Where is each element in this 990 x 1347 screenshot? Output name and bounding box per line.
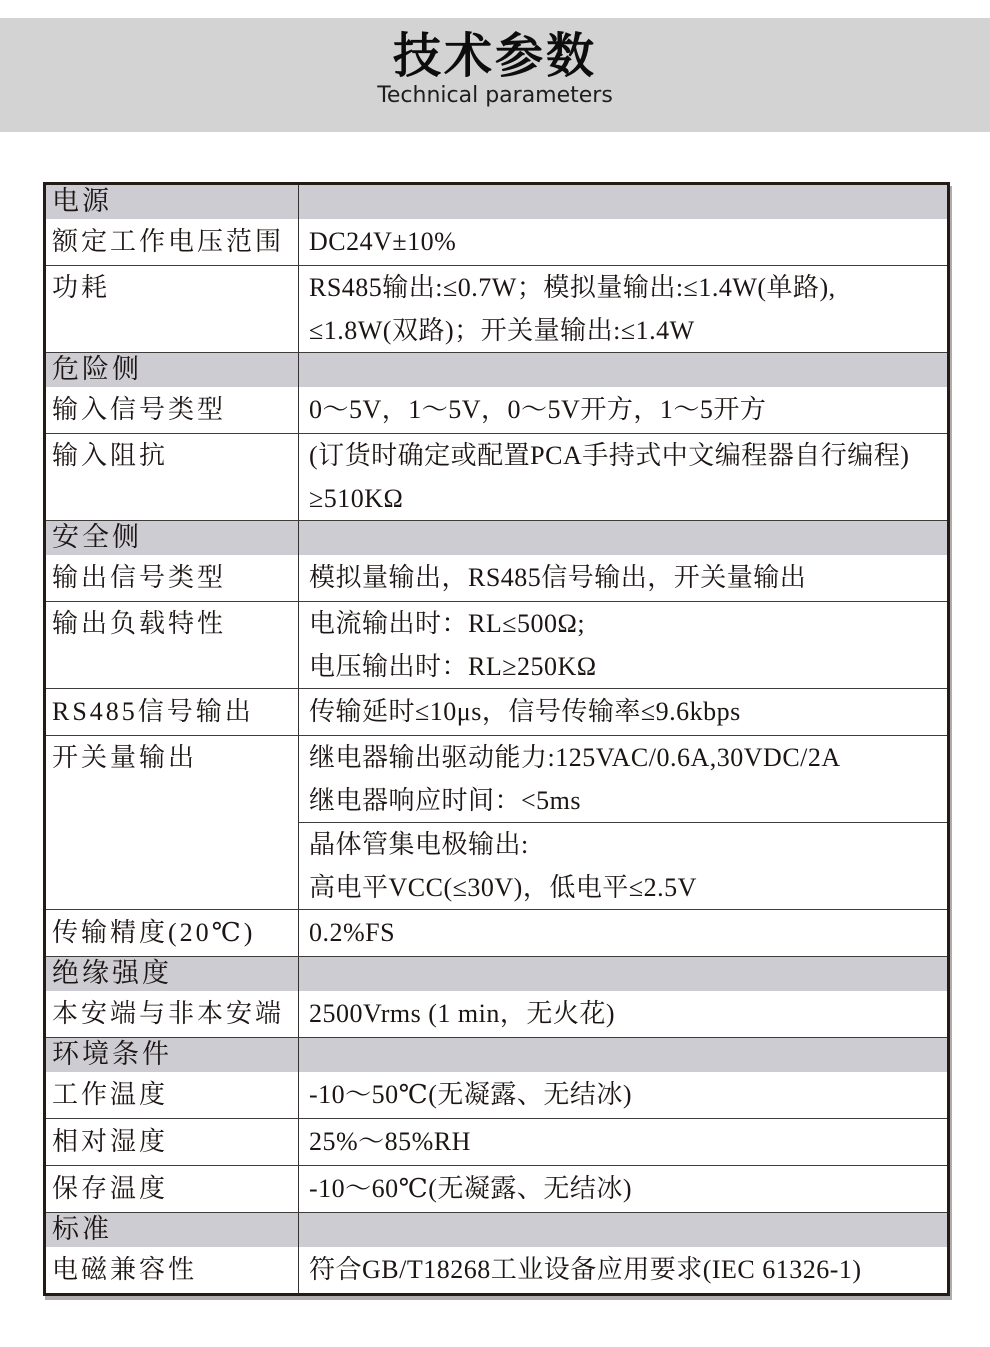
spec-value-block	[299, 555, 947, 601]
spec-row	[46, 1072, 947, 1119]
spec-value-line: RS485输出:≤0.7W；模拟量输出:≤1.4W(单路),	[309, 273, 836, 302]
spec-value-block	[299, 434, 947, 520]
spec-value	[299, 736, 947, 909]
spec-value	[299, 1166, 947, 1212]
spec-value	[299, 1038, 947, 1072]
spec-value-line: 0～5V，1～5V，0～5V开方，1～5开方	[309, 395, 767, 424]
spec-value-line: (订货时确定或配置PCA手持式中文编程器自行编程)	[309, 441, 910, 470]
spec-value	[299, 266, 947, 352]
spec-label: 本安端与非本安端	[46, 991, 299, 1037]
spec-row	[46, 219, 947, 266]
spec-value	[299, 689, 947, 735]
spec-row	[46, 991, 947, 1038]
section-header-row	[46, 521, 947, 555]
spec-label: 额定工作电压范围	[46, 219, 299, 265]
spec-row	[46, 1166, 947, 1213]
spec-label: 电源	[46, 185, 299, 219]
spec-value-line: 电压输出时：RL≥250KΩ	[309, 652, 597, 681]
spec-value-line: 25%～85%RH	[309, 1127, 471, 1156]
spec-value-block	[299, 736, 947, 822]
spec-value	[299, 555, 947, 601]
spec-row	[46, 910, 947, 957]
spec-row	[46, 387, 947, 434]
section-header-row	[46, 957, 947, 991]
spec-value-block	[299, 1166, 947, 1212]
spec-value-block	[299, 910, 947, 956]
spec-value	[299, 957, 947, 991]
section-header-row	[46, 1213, 947, 1247]
spec-label: 输出负载特性	[46, 602, 299, 688]
spec-row	[46, 266, 947, 353]
section-header-row	[46, 353, 947, 387]
spec-value-block	[299, 1072, 947, 1118]
spec-value-line: 0.2%FS	[309, 918, 396, 947]
spec-value-line: 继电器输出驱动能力:125VAC/0.6A,30VDC/2A	[309, 743, 841, 772]
spec-value-line: 符合GB/T18268工业设备应用要求(IEC 61326-1)	[309, 1255, 862, 1284]
spec-label: 工作温度	[46, 1072, 299, 1118]
spec-label: 功耗	[46, 266, 299, 352]
technical-parameters-table	[43, 182, 950, 1296]
spec-row	[46, 689, 947, 736]
spec-value-block	[299, 266, 947, 352]
spec-value-line: 继电器响应时间：<5ms	[309, 786, 582, 815]
spec-value-block	[299, 219, 947, 265]
spec-label: RS485信号输出	[46, 689, 299, 735]
spec-value	[299, 1213, 947, 1247]
spec-value	[299, 910, 947, 956]
spec-row	[46, 736, 947, 910]
spec-label: 电磁兼容性	[46, 1247, 299, 1293]
spec-value-line: 模拟量输出，RS485信号输出，开关量输出	[309, 563, 807, 592]
section-header-row	[46, 185, 947, 219]
spec-label: 标准	[46, 1213, 299, 1247]
spec-row	[46, 602, 947, 689]
spec-value	[299, 219, 947, 265]
spec-value	[299, 521, 947, 555]
spec-value	[299, 1247, 947, 1293]
spec-label: 保存温度	[46, 1166, 299, 1212]
spec-value-line: 高电平VCC(≤30V)，低电平≤2.5V	[309, 873, 697, 902]
spec-value-line: -10～50℃(无凝露、无结冰)	[309, 1080, 633, 1109]
spec-row	[46, 434, 947, 521]
spec-label: 输入阻抗	[46, 434, 299, 520]
page-subtitle: Technical parameters	[377, 83, 613, 108]
spec-label: 输入信号类型	[46, 387, 299, 433]
spec-label: 安全侧	[46, 521, 299, 555]
spec-label: 危险侧	[46, 353, 299, 387]
spec-value-block	[299, 1119, 947, 1165]
page	[0, 18, 990, 1296]
spec-value	[299, 434, 947, 520]
spec-value-line: -10～60℃(无凝露、无结冰)	[309, 1174, 633, 1203]
spec-value-line: 电流输出时：RL≤500Ω;	[309, 609, 586, 638]
spec-value-line: 2500Vrms (1 min，无火花)	[309, 999, 615, 1028]
spec-label: 环境条件	[46, 1038, 299, 1072]
spec-value-block	[299, 387, 947, 433]
spec-value	[299, 185, 947, 219]
spec-value-line: ≤1.8W(双路)；开关量输出:≤1.4W	[309, 316, 695, 345]
spec-label: 输出信号类型	[46, 555, 299, 601]
spec-value	[299, 1119, 947, 1165]
spec-value-line: DC24V±10%	[309, 227, 457, 256]
spec-label: 开关量输出	[46, 736, 299, 909]
spec-row	[46, 555, 947, 602]
spec-value	[299, 387, 947, 433]
spec-value-block	[299, 689, 947, 735]
spec-value-line: 传输延时≤10μs，信号传输率≤9.6kbps	[309, 697, 741, 726]
spec-row	[46, 1119, 947, 1166]
title-banner	[0, 18, 990, 132]
spec-value-block	[299, 991, 947, 1037]
spec-value-block	[299, 822, 947, 909]
spec-value-line: ≥510KΩ	[309, 484, 404, 513]
spec-value	[299, 602, 947, 688]
spec-label: 相对湿度	[46, 1119, 299, 1165]
spec-value	[299, 353, 947, 387]
spec-value-block	[299, 602, 947, 688]
spec-label: 传输精度(20℃)	[46, 910, 299, 956]
spec-value-block	[299, 1247, 947, 1293]
page-title: 技术参数	[392, 28, 597, 84]
spec-row	[46, 1247, 947, 1293]
spec-value-line: 晶体管集电极输出:	[309, 830, 529, 859]
spec-value	[299, 991, 947, 1037]
spec-label: 绝缘强度	[46, 957, 299, 991]
spec-value	[299, 1072, 947, 1118]
section-header-row	[46, 1038, 947, 1072]
